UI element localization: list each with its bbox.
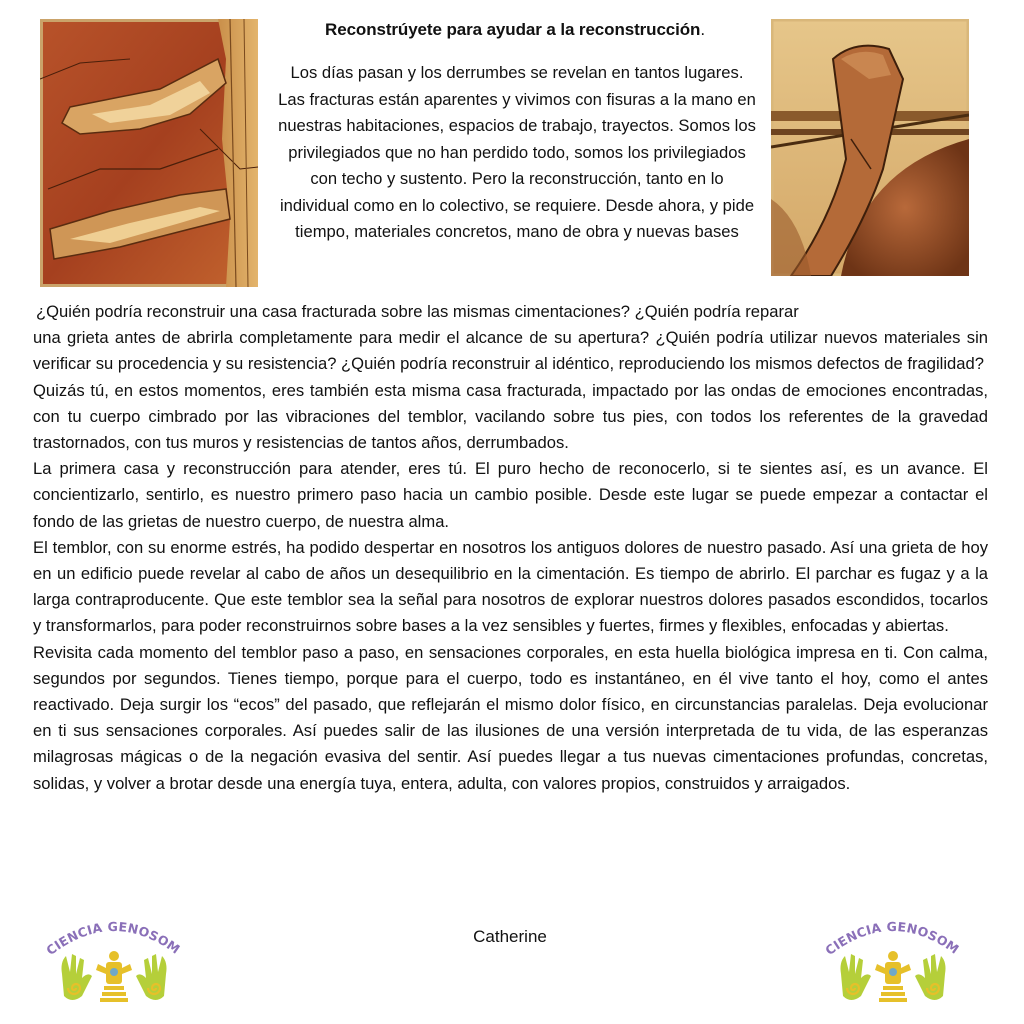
- body-paragraph-1-rest: una grieta antes de abrirla completamente para medir el alcance de su apertura? ¿Quién podría utilizar nuevos materiales sin verificar su procedencia y su resistencia? ¿Quién podría reconstruir al idéntico, reproduciendo los mismos defectos de fragilidad?: [33, 328, 988, 374]
- article-body: [33, 299, 988, 797]
- intro-paragraph: Los días pasan y los derrumbes se revelan en tantos lugares. Las fracturas están aparentes y vivimos con fisuras a la mano en nuestras habitaciones, espacios de trabajo, trayectos. Somos los privilegiados que no han perdido todo, somos los privilegiados con techo y sustento. Pero la reconstrucción, tanto en lo individual como en lo colectivo, se requiere. Desde ahora, y pide tiempo, materiales concretos, mano de obra y nuevas bases: [278, 63, 756, 241]
- consciencia-genosomatica-logo: [823, 912, 963, 1012]
- cracked-wall-photo: [40, 19, 258, 287]
- consciencia-genosomatica-logo: [44, 912, 184, 1012]
- article-title-period: .: [700, 20, 705, 39]
- svg-text:CONSCIENCIA GENOSOMÁTICA: CIENCIA GENOSOM: [823, 918, 963, 958]
- body-paragraph-3: La primera casa y reconstrucción para atender, eres tú. El puro hecho de reconocerlo, si te sientes así, es un avance. El concientizarlo, sentirlo, es nuestro primero paso hacia un cambio posible. Desde este lugar se puede empezar a contactar el fondo de las grietas de nuestro cuerpo, de nuestra alma.: [33, 459, 988, 531]
- body-paragraph-1: [33, 299, 988, 378]
- body-paragraph-1-line-1: ¿Quién podría reconstruir una casa fracturada sobre las mismas cimentaciones? ¿Quién podría reparar: [36, 302, 799, 321]
- body-paragraph-2: Quizás tú, en estos momentos, eres también esta misma casa fracturada, impactado por las ondas de emociones encontradas, con tu cuerpo cimbrado por las vibraciones del temblor, vacilando sobre tus pies, con todos los referentes de la gravedad trastornados, con tus muros y resistencias de tantos años, derrumbados.: [33, 380, 988, 453]
- article-title: [280, 20, 750, 40]
- svg-text:CONSCIENCIA GENOSOMÁTICA: CIENCIA GENOSOM: [44, 918, 184, 958]
- body-paragraph-5: Revisita cada momento del temblor paso a paso, en sensaciones corporales, en esta huella biológica impresa en ti. Con calma, segundos por segundos. Tienes tiempo, porque para el cuerpo, todo es instantáneo, en él vive tanto el hoy, como el antes reactivado. Deja surgir los “ecos” del pasado, que reflejarán el mismo dolor físico, en circunstancias paralelas. Deja evolucionar en ti sus sensaciones corporales. Así puedes salir de las ilusiones de una versión interpretada de tu vida, de las esperanzas milagrosas mágicas o de la negación evasiva del sentir. Así puedes llegar a tus nuevas cimentaciones profundas, concretas, solidas, y volver a brotar desde una energía tuya, entera, adulta, con valores propios, construidos y arraigados.: [33, 642, 988, 793]
- signature: Catherine: [473, 927, 547, 946]
- article-title-text: Reconstrúyete para ayudar a la reconstrucción: [325, 20, 701, 39]
- body-paragraph-4: El temblor, con su enorme estrés, ha podido despertar en nosotros los antiguos dolores de nuestro pasado. Así una grieta de hoy en un edificio puede revelar al cabo de años un desequilibrio en la cimentación. Es tiempo de abrirlo. El parchar es fugaz y a la larga contraproducente. Que este temblor sea la señal para nosotros de explorar nuestros dolores pasados escondidos, tocarlos y transformarlos, para poder reconstruirnos sobre bases a la vez sensibles y fuertes, firmes y flexibles, enfocadas y abiertas.: [33, 537, 988, 636]
- broken-column-photo: [771, 19, 969, 276]
